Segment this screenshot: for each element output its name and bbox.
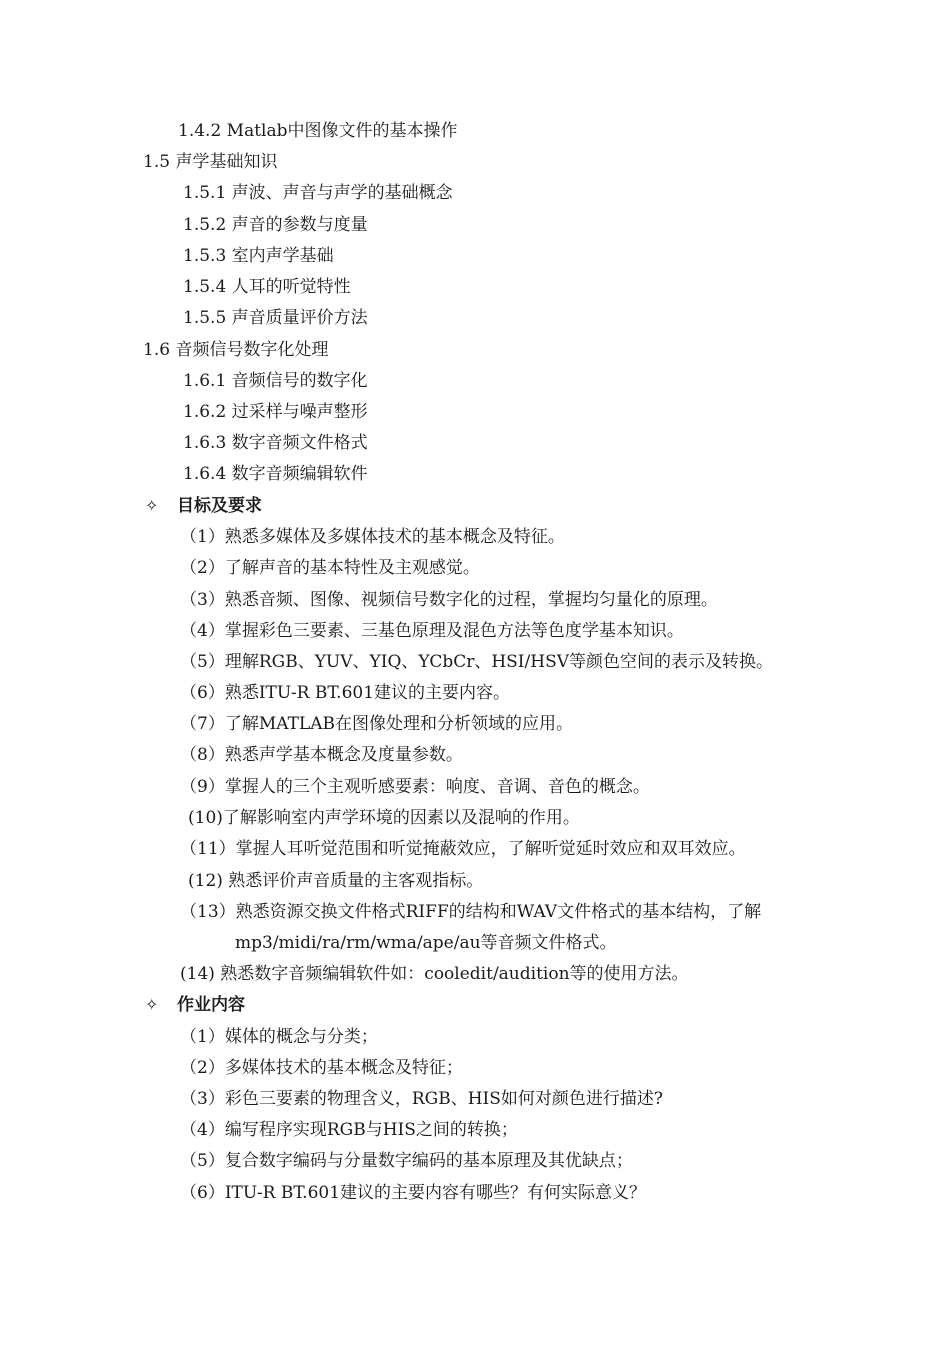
objective-item-continuation: mp3/midi/ra/rm/wma/ape/au等音频文件格式。 [235, 933, 617, 953]
objective-item: （9）掌握人的三个主观听感要素：响度、音调、音色的概念。 [180, 777, 650, 797]
objective-item: （6）熟悉ITU-R BT.601建议的主要内容。 [180, 683, 511, 703]
objective-item: （4）掌握彩色三要素、三基色原理及混色方法等色度学基本知识。 [180, 621, 684, 641]
toc-entry-1-6-1: 1.6.1 音频信号的数字化 [183, 371, 368, 391]
toc-section-1-5: 1.5 声学基础知识 [143, 152, 278, 172]
toc-entry-1-5-4: 1.5.4 人耳的听觉特性 [183, 277, 351, 297]
objective-item: (12) 熟悉评价声音质量的主客观指标。 [188, 871, 484, 891]
toc-entry-1-5-5: 1.5.5 声音质量评价方法 [183, 308, 368, 328]
diamond-bullet-icon: ✧ [145, 995, 159, 1014]
objective-item: （3）熟悉音频、图像、视频信号数字化的过程，掌握均匀量化的原理。 [180, 590, 718, 610]
toc-entry-1-6-2: 1.6.2 过采样与噪声整形 [183, 402, 368, 422]
homework-item: （3）彩色三要素的物理含义，RGB、HIS如何对颜色进行描述? [180, 1089, 663, 1109]
homework-item: （2）多媒体技术的基本概念及特征； [180, 1058, 463, 1078]
toc-section-1-6: 1.6 音频信号数字化处理 [143, 340, 329, 360]
homework-item: （1）媒体的概念与分类； [180, 1027, 378, 1047]
toc-entry-1-5-3: 1.5.3 室内声学基础 [183, 246, 334, 266]
objective-item: (10)了解影响室内声学环境的因素以及混响的作用。 [188, 808, 580, 828]
objective-item: （2）了解声音的基本特性及主观感觉。 [180, 558, 480, 578]
homework-item: （6）ITU-R BT.601建议的主要内容有哪些？有何实际意义？ [180, 1183, 647, 1203]
objective-item: （5）理解RGB、YUV、YIQ、YCbCr、HSI/HSV等颜色空间的表示及转换。 [180, 652, 773, 672]
homework-item: （4）编写程序实现RGB与HIS之间的转换； [180, 1120, 518, 1140]
toc-entry-1-5-1: 1.5.1 声波、声音与声学的基础概念 [183, 183, 453, 203]
objectives-heading [145, 495, 262, 517]
objective-item: （1）熟悉多媒体及多媒体技术的基本概念及特征。 [180, 527, 565, 547]
homework-heading [145, 994, 245, 1016]
diamond-bullet-icon: ✧ [145, 496, 159, 515]
objective-item: （13）熟悉资源交换文件格式RIFF的结构和WAV文件格式的基本结构，了解 [180, 902, 762, 922]
objective-item: （11）掌握人耳听觉范围和听觉掩蔽效应，了解听觉延时效应和双耳效应。 [180, 839, 746, 859]
toc-entry-1-5-2: 1.5.2 声音的参数与度量 [183, 215, 368, 235]
toc-entry-1-6-4: 1.6.4 数字音频编辑软件 [183, 464, 368, 484]
toc-entry-1-6-3: 1.6.3 数字音频文件格式 [183, 433, 368, 453]
objective-item: （7）了解MATLAB在图像处理和分析领域的应用。 [180, 714, 573, 734]
homework-item: （5）复合数字编码与分量数字编码的基本原理及其优缺点； [180, 1151, 633, 1171]
objective-item: （8）熟悉声学基本概念及度量参数。 [180, 745, 463, 765]
objective-item: (14) 熟悉数字音频编辑软件如：cooledit/audition等的使用方法。 [180, 964, 689, 984]
toc-entry-1-4-2: 1.4.2 Matlab中图像文件的基本操作 [178, 121, 458, 141]
homework-heading-text: 作业内容 [177, 995, 245, 1015]
objectives-heading-text: 目标及要求 [177, 496, 262, 516]
